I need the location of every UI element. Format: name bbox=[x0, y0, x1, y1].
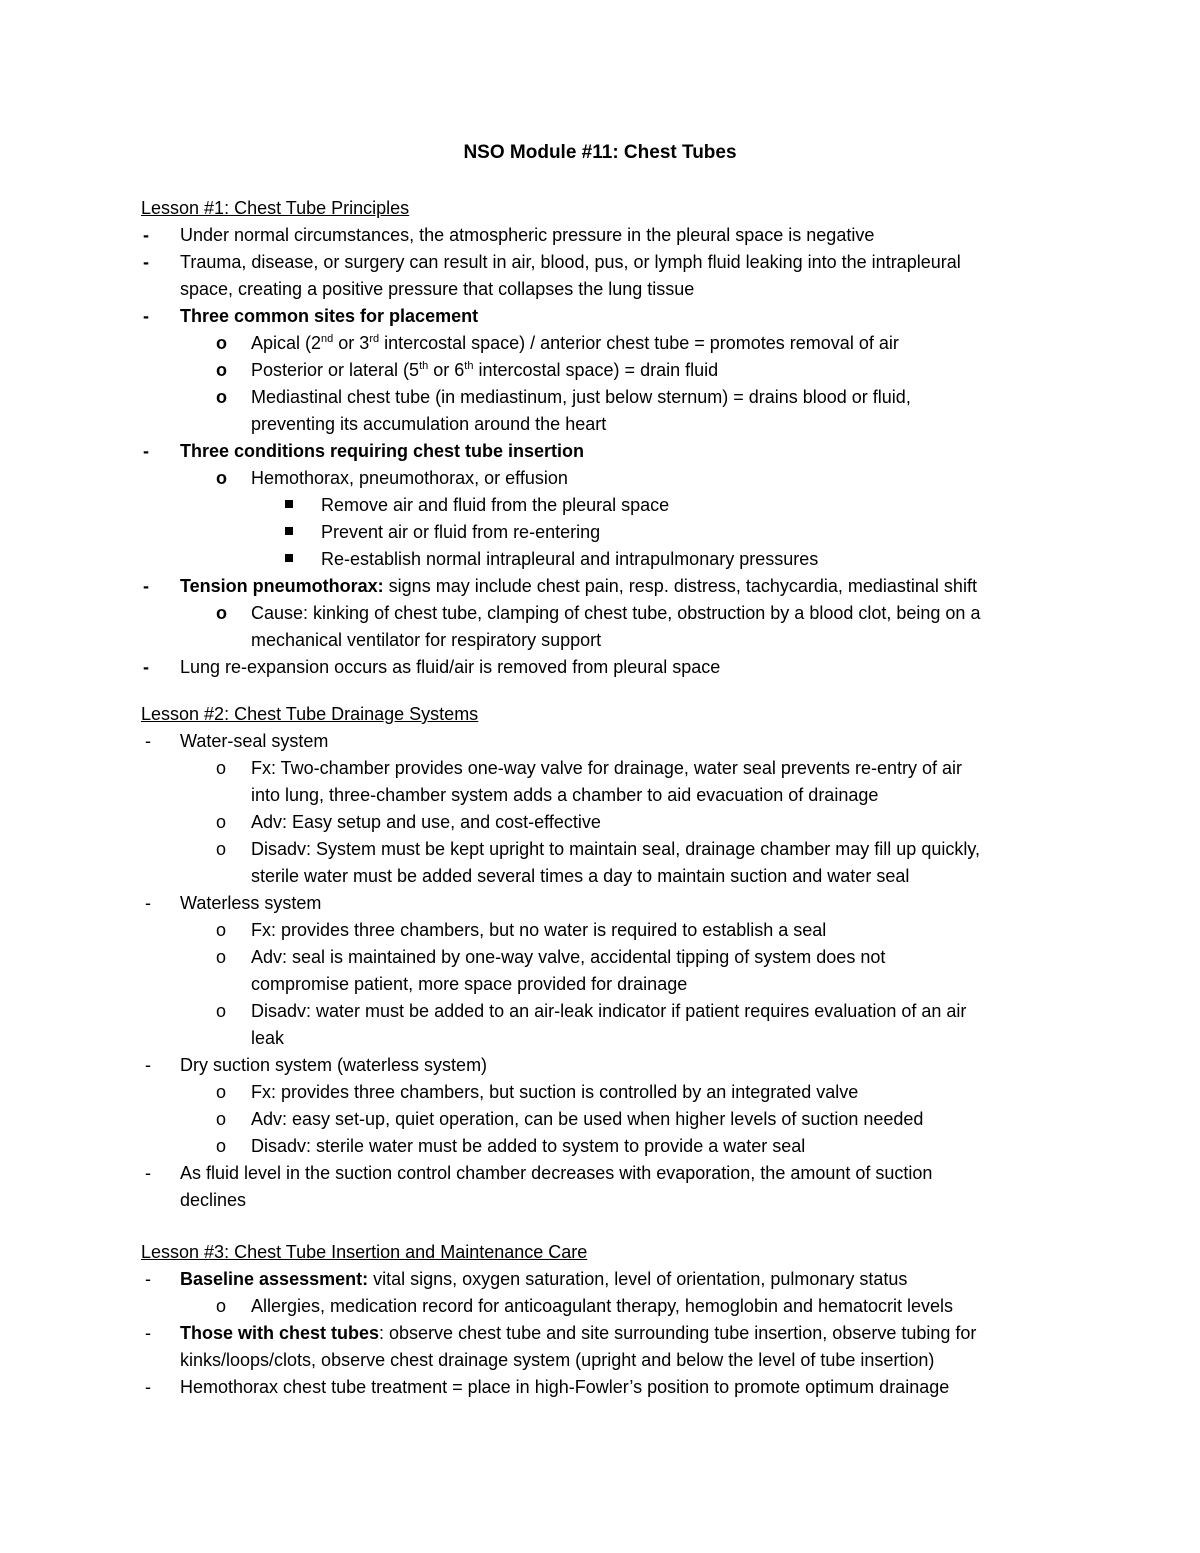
sub-list-item: o Fx: provides three chambers, but no water is required to establish a seal bbox=[141, 917, 1071, 944]
sub-list-item: o Cause: kinking of chest tube, clamping of chest tube, obstruction by a blood clot, being on a mechanical ventilator for respiratory support bbox=[141, 600, 1071, 654]
sub-list-item: o Disadv: water must be added to an air-leak indicator if patient requires evaluation of an air leak bbox=[141, 998, 1071, 1052]
circle-bullet: o bbox=[216, 333, 227, 353]
sub-list-item: o Allergies, medication record for anticoagulant therapy, hemoglobin and hematocrit levels bbox=[141, 1293, 1071, 1320]
sub-list-item: o Adv: Easy setup and use, and cost-effective bbox=[141, 809, 1071, 836]
circle-bullet: o bbox=[216, 1082, 227, 1102]
list-item: - Dry suction system (waterless system) bbox=[141, 1052, 1071, 1079]
list-item: - Those with chest tubes: observe chest tube and site surrounding tube insertion, observe tubing for kinks/loops/clots, observe chest drainage system (upright and below the level of tube insertion) bbox=[141, 1320, 1071, 1374]
dash-bullet: - bbox=[145, 731, 151, 751]
list-item: - Water-seal system bbox=[141, 728, 1071, 755]
sub-list-item: o Apical (2nd or 3rd intercostal space) / anterior chest tube = promotes removal of air bbox=[141, 330, 1071, 357]
sub-list-item: o Fx: Two-chamber provides one-way valve for drainage, water seal prevents re-entry of air into lung, three-chamber system adds a chamber to aid evacuation of drainage bbox=[141, 755, 1071, 809]
sub-sub-list-item: Remove air and fluid from the pleural space bbox=[141, 492, 1071, 519]
list-item: - Waterless system bbox=[141, 890, 1071, 917]
dash-bullet: - bbox=[145, 1055, 151, 1075]
sub-list-item: o Posterior or lateral (5th or 6th intercostal space) = drain fluid bbox=[141, 357, 1071, 384]
dash-bullet: - bbox=[145, 1323, 151, 1343]
circle-bullet: o bbox=[216, 387, 227, 407]
document-title: NSO Module #11: Chest Tubes bbox=[463, 142, 737, 163]
circle-bullet: o bbox=[216, 468, 227, 488]
dash-bullet: - bbox=[143, 576, 149, 596]
dash-bullet: - bbox=[145, 1377, 151, 1397]
list-item: - Three common sites for placement bbox=[141, 303, 1071, 330]
lesson-2-section bbox=[141, 701, 1071, 1214]
list-item: - Baseline assessment: vital signs, oxygen saturation, level of orientation, pulmonary status bbox=[141, 1266, 1071, 1293]
circle-bullet: o bbox=[216, 812, 227, 832]
sub-list-item: o Fx: provides three chambers, but suction is controlled by an integrated valve bbox=[141, 1079, 1071, 1106]
sub-list-item: o Adv: easy set-up, quiet operation, can be used when higher levels of suction needed bbox=[141, 1106, 1071, 1133]
circle-bullet: o bbox=[216, 603, 227, 623]
sub-list-item: o Mediastinal chest tube (in mediastinum, just below sternum) = drains blood or fluid, preventing its accumulation around the heart bbox=[141, 384, 1071, 438]
sub-sub-list-item: Prevent air or fluid from re-entering bbox=[141, 519, 1071, 546]
list-item: - Three conditions requiring chest tube insertion bbox=[141, 438, 1071, 465]
dash-bullet: - bbox=[143, 252, 149, 272]
sub-sub-list-item: Re-establish normal intrapleural and intrapulmonary pressures bbox=[141, 546, 1071, 573]
circle-bullet: o bbox=[216, 1001, 227, 1021]
sub-list-item: o Adv: seal is maintained by one-way valve, accidental tipping of system does not compromise patient, more space provided for drainage bbox=[141, 944, 1071, 998]
list-item: - Lung re-expansion occurs as fluid/air is removed from pleural space bbox=[141, 654, 1071, 681]
dash-bullet: - bbox=[145, 1269, 151, 1289]
lesson-1-heading: Lesson #1: Chest Tube Principles bbox=[141, 198, 410, 218]
dash-bullet: - bbox=[145, 893, 151, 913]
list-item: - As fluid level in the suction control chamber decreases with evaporation, the amount of suction declines bbox=[141, 1160, 1071, 1214]
list-item: - Under normal circumstances, the atmospheric pressure in the pleural space is negative bbox=[141, 222, 1071, 249]
circle-bullet: o bbox=[216, 758, 227, 778]
sub-list-item: o Disadv: sterile water must be added to system to provide a water seal bbox=[141, 1133, 1071, 1160]
circle-bullet: o bbox=[216, 1109, 227, 1129]
lesson-3-section bbox=[141, 1239, 1071, 1401]
lesson-2-heading: Lesson #2: Chest Tube Drainage Systems bbox=[141, 704, 479, 724]
circle-bullet: o bbox=[216, 839, 227, 859]
sub-list-item: o Hemothorax, pneumothorax, or effusion bbox=[141, 465, 1071, 492]
dash-bullet: - bbox=[145, 1163, 151, 1183]
list-item: - Trauma, disease, or surgery can result in air, blood, pus, or lymph fluid leaking into the intrapleural space, creating a positive pressure that collapses the lung tissue bbox=[141, 249, 1071, 303]
circle-bullet: o bbox=[216, 1136, 227, 1156]
square-bullet-icon bbox=[285, 519, 293, 546]
square-bullet-icon bbox=[285, 492, 293, 519]
list-item: - Hemothorax chest tube treatment = place in high-Fowler’s position to promote optimum drainage bbox=[141, 1374, 1071, 1401]
list-item: - Tension pneumothorax: signs may include chest pain, resp. distress, tachycardia, mediastinal shift bbox=[141, 573, 1071, 600]
lesson-3-heading: Lesson #3: Chest Tube Insertion and Maintenance Care bbox=[141, 1242, 588, 1262]
lesson-1-section bbox=[141, 195, 1071, 681]
dash-bullet: - bbox=[143, 225, 149, 245]
dash-bullet: - bbox=[143, 657, 149, 677]
circle-bullet: o bbox=[216, 947, 227, 967]
circle-bullet: o bbox=[216, 360, 227, 380]
circle-bullet: o bbox=[216, 920, 227, 940]
sub-list-item: o Disadv: System must be kept upright to maintain seal, drainage chamber may fill up quickly, sterile water must be added several times a day to maintain suction and water seal bbox=[141, 836, 1071, 890]
dash-bullet: - bbox=[143, 441, 149, 461]
square-bullet-icon bbox=[285, 546, 293, 573]
circle-bullet: o bbox=[216, 1296, 227, 1316]
dash-bullet: - bbox=[143, 306, 149, 326]
